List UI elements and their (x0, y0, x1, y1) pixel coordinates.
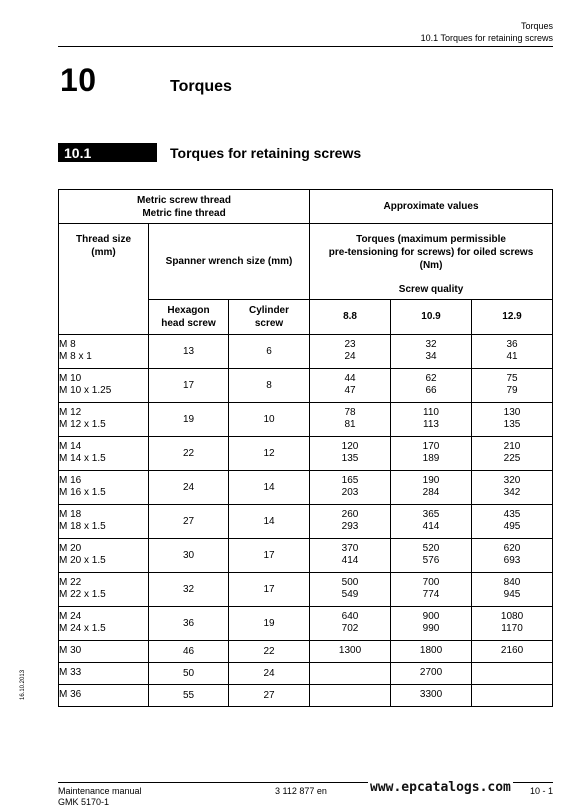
thread-size-fine: M 10 x 1.25 (59, 385, 112, 396)
thread-size-fine: M 18 x 1.5 (59, 521, 106, 532)
torque-table (58, 189, 553, 707)
torque-8-8: 120 (341, 441, 359, 452)
thread-size-fine: M 22 x 1.5 (59, 589, 106, 600)
torque-10-9-fine: 414 (422, 521, 440, 532)
thread-size: M 30 (59, 640, 149, 662)
running-header (421, 20, 553, 44)
cylinder-size: 19 (229, 606, 310, 640)
torque-10-9-fine: 576 (422, 555, 440, 566)
torque-12-9: 36 (506, 339, 518, 350)
torque-10-9: 62 (425, 373, 437, 384)
torque-12-9: 840 (503, 577, 521, 588)
torque-12-9-fine: 225 (503, 453, 521, 464)
torque-10-9: 1800 (391, 640, 472, 662)
hexagon-size: 32 (149, 572, 229, 606)
thread-size: M 10 (59, 373, 82, 384)
thread-size-fine: M 24 x 1.5 (59, 623, 106, 634)
torque-8-8-fine: 203 (341, 487, 359, 498)
torque-8-8: 78 (344, 407, 356, 418)
torque-8-8-fine: 81 (344, 419, 356, 430)
footer-manual-info (58, 786, 142, 808)
torque-10-9: 520 (422, 543, 440, 554)
thread-size-fine: M 14 x 1.5 (59, 453, 106, 464)
table-row (59, 504, 553, 538)
torque-8-8-fine: 293 (341, 521, 359, 532)
thread-size: M 12 (59, 407, 82, 418)
thread-size: M 14 (59, 441, 82, 452)
chapter-title: Torques (170, 78, 232, 95)
torque-10-9-fine: 990 (422, 623, 440, 634)
thread-size: M 33 (59, 662, 149, 684)
cylinder-size: 24 (229, 662, 310, 684)
metric-thread-header: Metric screw thread Metric fine thread (59, 190, 310, 224)
torque-10-9-fine: 66 (425, 385, 437, 396)
section-title: Torques for retaining screws (170, 145, 362, 161)
cylinder-size: 27 (229, 684, 310, 706)
torque-10-9: 190 (422, 475, 440, 486)
hexagon-size: 55 (149, 684, 229, 706)
torque-8-8-fine: 549 (341, 589, 359, 600)
footer-document-code: 3 112 877 en (275, 786, 327, 796)
cylinder-size: 17 (229, 572, 310, 606)
quality-12-9-header: 12.9 (472, 299, 553, 334)
hexagon-size: 24 (149, 470, 229, 504)
table-row (59, 662, 553, 684)
cylinder-screw-header: Cylinder screw (229, 299, 310, 334)
torque-8-8: 370 (341, 543, 359, 554)
thread-size: M 20 (59, 543, 82, 554)
torque-8-8: 165 (341, 475, 359, 486)
footer-manual: Maintenance manual (58, 786, 142, 796)
thread-size-fine: M 16 x 1.5 (59, 487, 106, 498)
torque-10-9: 110 (423, 407, 439, 418)
thread-size: M 16 (59, 475, 82, 486)
torque-10-9-fine: 34 (425, 351, 437, 362)
cylinder-size: 17 (229, 538, 310, 572)
torque-12-9-fine: 135 (503, 419, 521, 430)
table-row (59, 572, 553, 606)
table-row (59, 368, 553, 402)
hexagon-size: 27 (149, 504, 229, 538)
torque-12-9: 130 (503, 407, 521, 418)
spanner-size-header: Spanner wrench size (mm) (149, 224, 310, 300)
torque-12-9-fine: 342 (503, 487, 521, 498)
torque-8-8 (310, 684, 391, 706)
torque-10-9: 900 (422, 611, 440, 622)
hexagon-size: 30 (149, 538, 229, 572)
torque-10-9: 365 (422, 509, 440, 520)
table-row (59, 606, 553, 640)
torque-12-9: 2160 (472, 640, 553, 662)
torque-12-9-fine: 693 (503, 555, 521, 566)
hexagon-head-header: Hexagon head screw (149, 299, 229, 334)
thread-size-fine: M 12 x 1.5 (59, 419, 106, 430)
torque-8-8: 500 (341, 577, 359, 588)
torque-8-8 (310, 662, 391, 684)
torques-header: Torques (maximum permissible pre-tensioning for screws) for oiled screws (Nm) (310, 224, 553, 281)
torque-10-9-fine: 774 (422, 589, 440, 600)
cylinder-size: 8 (229, 368, 310, 402)
torque-12-9 (472, 684, 553, 706)
torque-12-9: 435 (503, 509, 521, 520)
chapter-number: 10 (60, 62, 97, 98)
torque-12-9: 320 (503, 475, 521, 486)
watermark: www.epcatalogs.com (370, 780, 511, 795)
torque-8-8: 1300 (310, 640, 391, 662)
side-date: 16.10.2013 (20, 669, 26, 700)
table-row (59, 538, 553, 572)
hexagon-size: 36 (149, 606, 229, 640)
torque-10-9: 3300 (391, 684, 472, 706)
torque-8-8: 23 (344, 339, 356, 350)
quality-10-9-header: 10.9 (391, 299, 472, 334)
hexagon-size: 46 (149, 640, 229, 662)
torque-8-8-fine: 24 (344, 351, 356, 362)
hexagon-size: 22 (149, 436, 229, 470)
table-row (59, 470, 553, 504)
thread-size: M 18 (59, 509, 82, 520)
page-number: 10 - 1 (529, 786, 553, 796)
cylinder-size: 6 (229, 334, 310, 368)
cylinder-size: 22 (229, 640, 310, 662)
torque-10-9: 170 (422, 441, 440, 452)
torque-8-8-fine: 414 (341, 555, 359, 566)
cylinder-size: 14 (229, 470, 310, 504)
torque-10-9: 32 (425, 339, 437, 350)
torque-12-9: 75 (506, 373, 518, 384)
torque-12-9-fine: 495 (503, 521, 521, 532)
torque-8-8: 260 (341, 509, 359, 520)
footer-model: GMK 5170-1 (58, 797, 110, 807)
thread-size-header: Thread size (mm) (59, 224, 149, 335)
torque-8-8-fine: 135 (341, 453, 359, 464)
table-row (59, 334, 553, 368)
table-row (59, 684, 553, 706)
torque-12-9: 620 (503, 543, 521, 554)
torque-8-8: 44 (344, 373, 356, 384)
hexagon-size: 19 (149, 402, 229, 436)
table-row (59, 436, 553, 470)
table-row (59, 640, 553, 662)
header-section: 10.1 Torques for retaining screws (420, 33, 553, 43)
torque-10-9-fine: 189 (422, 453, 440, 464)
torque-12-9-fine: 79 (506, 385, 518, 396)
torque-12-9-fine: 41 (506, 351, 518, 362)
torque-8-8: 640 (341, 611, 359, 622)
torque-10-9: 700 (422, 577, 440, 588)
thread-size: M 8 (59, 339, 76, 350)
thread-size-fine: M 20 x 1.5 (59, 555, 106, 566)
hexagon-size: 17 (149, 368, 229, 402)
table-row (59, 402, 553, 436)
torque-12-9: 1080 (500, 611, 524, 622)
quality-8-8-header: 8.8 (310, 299, 391, 334)
cylinder-size: 12 (229, 436, 310, 470)
torque-12-9: 210 (503, 441, 521, 452)
cylinder-size: 14 (229, 504, 310, 538)
thread-size: M 22 (59, 577, 82, 588)
torque-12-9-fine: 945 (503, 589, 521, 600)
thread-size-fine: M 8 x 1 (59, 351, 92, 362)
hexagon-size: 13 (149, 334, 229, 368)
hexagon-size: 50 (149, 662, 229, 684)
torque-12-9 (472, 662, 553, 684)
torque-10-9-fine: 284 (422, 487, 440, 498)
torque-12-9-fine: 1170 (501, 623, 523, 634)
cylinder-size: 10 (229, 402, 310, 436)
torque-10-9: 2700 (391, 662, 472, 684)
thread-size: M 36 (59, 684, 149, 706)
approximate-values-header: Approximate values (310, 190, 553, 224)
thread-size: M 24 (59, 611, 82, 622)
section-number: 10.1 (64, 145, 92, 161)
screw-quality-header: Screw quality (310, 281, 553, 300)
torque-8-8-fine: 47 (344, 385, 356, 396)
torque-10-9-fine: 113 (423, 419, 439, 430)
torque-8-8-fine: 702 (341, 623, 359, 634)
header-chapter: Torques (520, 21, 553, 31)
header-rule (58, 46, 553, 47)
